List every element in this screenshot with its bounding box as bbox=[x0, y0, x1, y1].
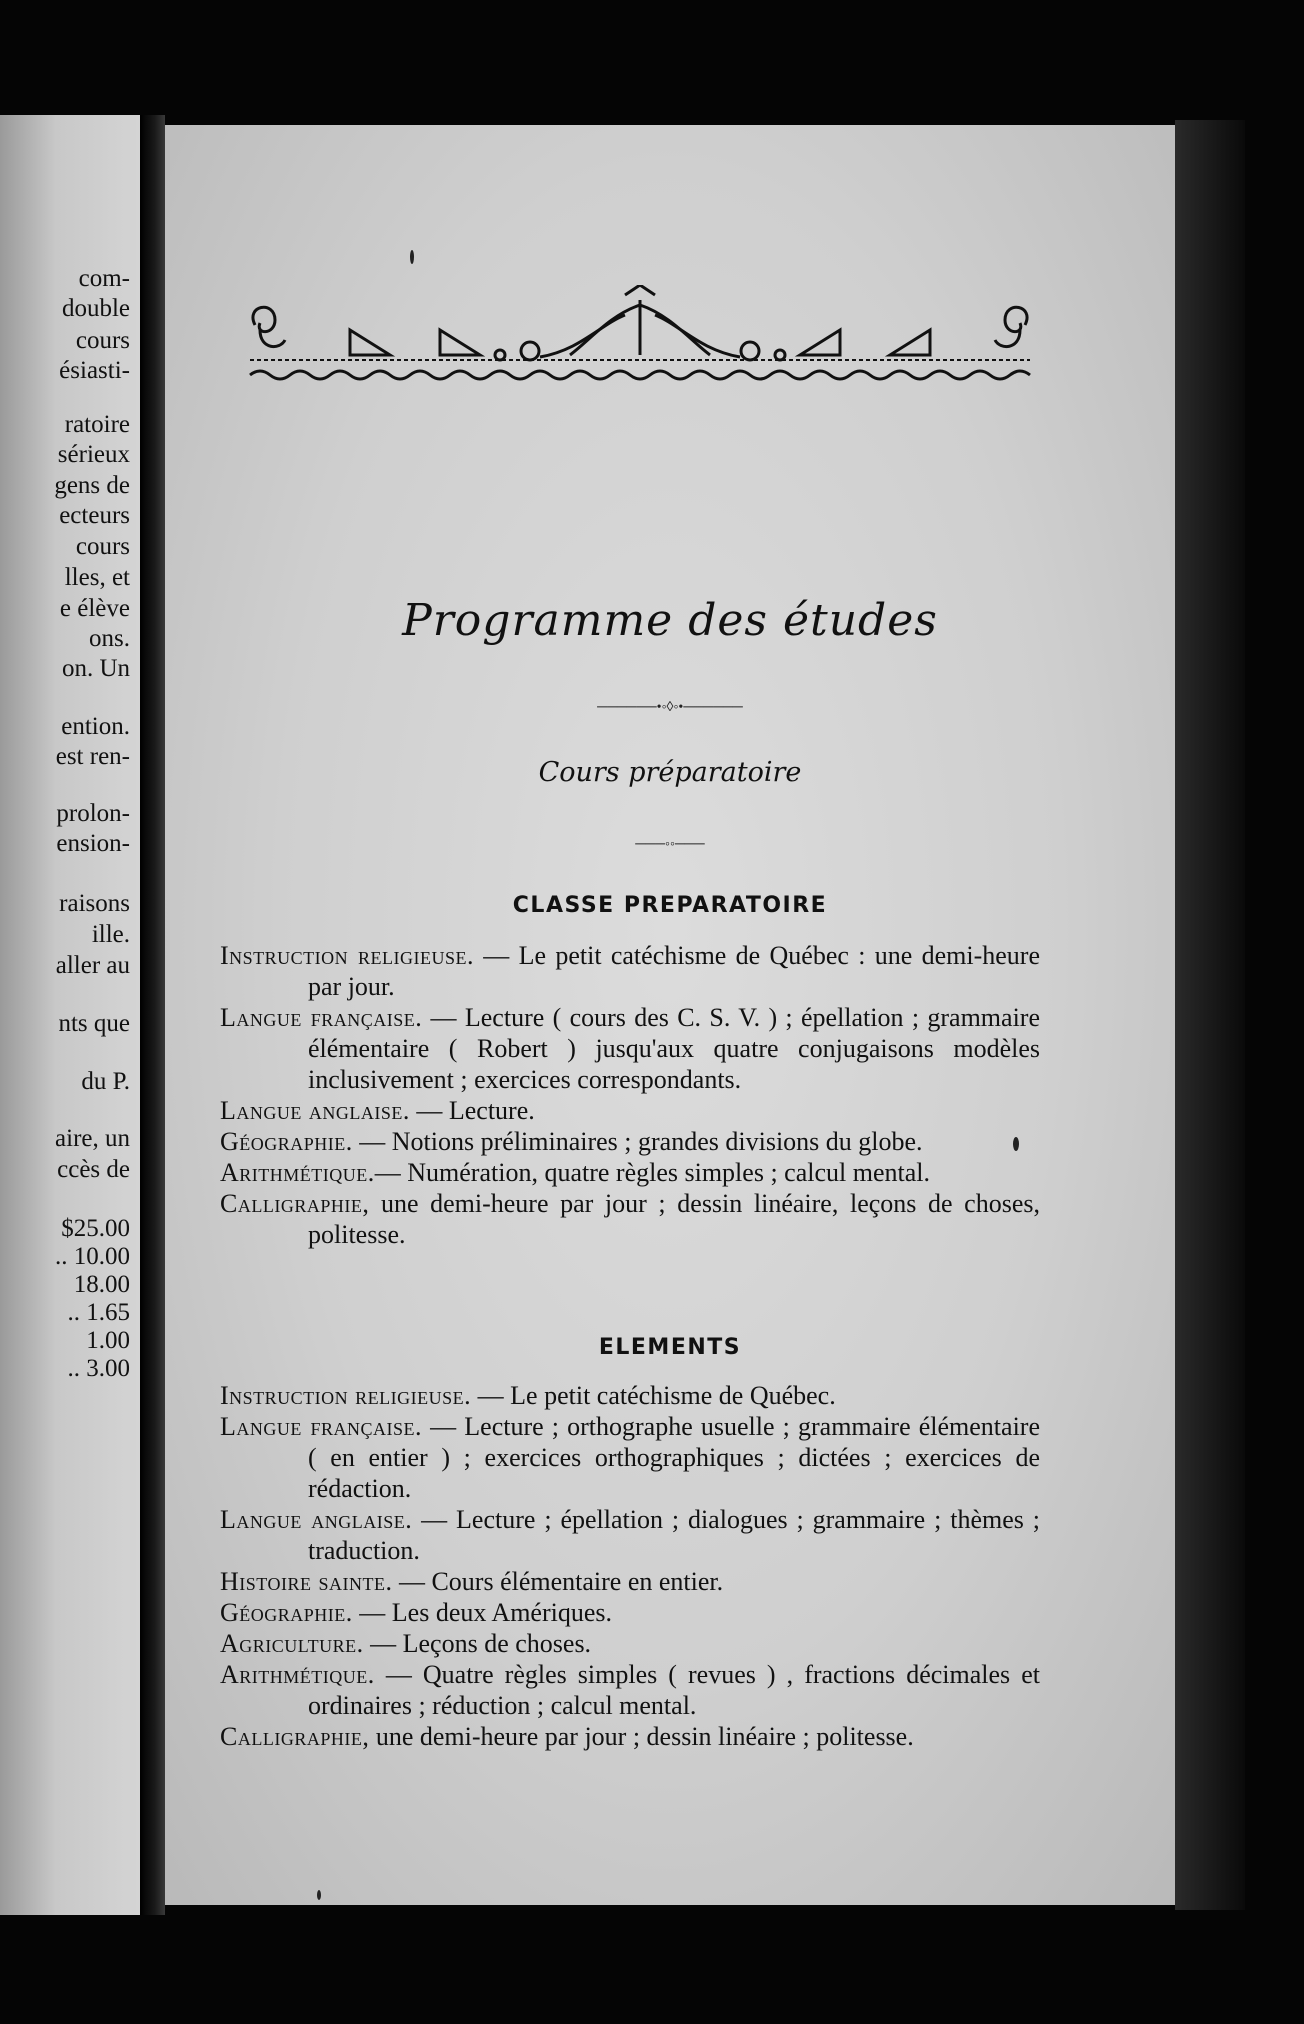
subject-name: Géographie. bbox=[220, 1127, 353, 1156]
subject-name: Arithmétique. bbox=[220, 1660, 375, 1689]
decorative-header-ornament bbox=[240, 285, 1040, 395]
facing-page-line: 18.00 bbox=[73, 1271, 130, 1298]
subject-name: Arithmétique. bbox=[220, 1158, 375, 1187]
subject-description: — Les deux Amériques. bbox=[352, 1598, 613, 1627]
facing-page-line: aller au bbox=[55, 952, 130, 979]
subject-description: — Leçons de choses. bbox=[363, 1629, 592, 1658]
section-heading: ELEMENTS bbox=[598, 1335, 742, 1360]
facing-page-line: du P. bbox=[81, 1068, 130, 1095]
subject-description: une demi-heure par jour ; dessin linéaire, leçons de choses, politesse. bbox=[308, 1189, 1040, 1249]
facing-page-line: ratoire bbox=[64, 411, 130, 438]
subject-name: Langue anglaise. bbox=[220, 1505, 413, 1534]
facing-page-fragment bbox=[0, 115, 140, 1915]
page-edge-shadow bbox=[1175, 120, 1245, 1910]
facing-page-line: e élève bbox=[59, 595, 130, 622]
curriculum-entry bbox=[220, 1157, 1040, 1188]
facing-page-line: ccès de bbox=[57, 1156, 130, 1183]
facing-page-line: ons. bbox=[89, 625, 130, 652]
subject-name: Histoire sainte. bbox=[220, 1567, 393, 1596]
subject-name: Instruction religieuse. bbox=[220, 941, 474, 970]
facing-page-line: on. Un bbox=[61, 655, 130, 682]
subject-description: — Lecture ; épellation ; dialogues ; grammaire ; thèmes ; traduction. bbox=[308, 1505, 1040, 1565]
facing-page-line: est ren- bbox=[55, 743, 130, 770]
curriculum-entry bbox=[220, 1659, 1040, 1721]
curriculum-entry bbox=[220, 1380, 1040, 1411]
facing-page-line: com- bbox=[78, 265, 130, 292]
facing-page-line: raisons bbox=[59, 890, 130, 917]
curriculum-entry bbox=[220, 1721, 1040, 1752]
book-page bbox=[165, 125, 1175, 1905]
section-entries bbox=[220, 940, 1040, 1250]
facing-page-line: lles, et bbox=[64, 564, 130, 591]
facing-page-line: ecteurs bbox=[59, 502, 130, 529]
subject-name: Instruction religieuse. bbox=[220, 1381, 472, 1410]
curriculum-entry bbox=[220, 1628, 1040, 1659]
section-heading: CLASSE PREPARATOIRE bbox=[512, 893, 828, 918]
curriculum-entry bbox=[220, 1095, 1040, 1126]
subject-name: Calligraphie, bbox=[220, 1722, 370, 1751]
divider-ornament: ───◦◦─── bbox=[635, 837, 705, 852]
facing-page-line: aire, un bbox=[55, 1125, 130, 1152]
facing-page-line: .. 1.65 bbox=[67, 1299, 130, 1326]
curriculum-entry bbox=[220, 1411, 1040, 1504]
facing-page-line: sérieux bbox=[57, 441, 130, 468]
print-speck bbox=[410, 250, 414, 264]
facing-page-line: ension- bbox=[56, 830, 130, 857]
facing-page-line: .. 3.00 bbox=[67, 1355, 130, 1382]
subject-description: — Lecture. bbox=[409, 1096, 535, 1125]
facing-page-line: 1.00 bbox=[86, 1327, 130, 1354]
curriculum-entry bbox=[220, 1597, 1040, 1628]
facing-page-line: $25.00 bbox=[61, 1215, 130, 1242]
print-speck bbox=[317, 1890, 321, 1900]
subject-description: — Lecture ( cours des C. S. V. ) ; épellation ; grammaire élémentaire ( Robert ) jusqu'aux quatre conjugaisons modèles inclusivement ; exercices correspondants. bbox=[308, 1003, 1040, 1094]
facing-page-line: nts que bbox=[58, 1010, 130, 1037]
page-title: Programme des études bbox=[402, 595, 938, 646]
subject-description: une demi-heure par jour ; dessin linéaire ; politesse. bbox=[369, 1722, 914, 1751]
subject-name: Langue anglaise. bbox=[220, 1096, 410, 1125]
print-speck bbox=[1013, 1137, 1019, 1151]
facing-page-line: gens de bbox=[54, 472, 130, 499]
course-subtitle: Cours préparatoire bbox=[538, 757, 802, 788]
facing-page-line: cours bbox=[75, 327, 130, 354]
subject-description: — Le petit catéchisme de Québec : une demi-heure par jour. bbox=[308, 941, 1040, 1001]
curriculum-entry bbox=[220, 1002, 1040, 1095]
facing-page-line: ésiasti- bbox=[59, 357, 130, 384]
curriculum-entry bbox=[220, 940, 1040, 1002]
divider-ornament: ──────•◦◊◦•────── bbox=[597, 700, 743, 715]
facing-page-line: ille. bbox=[91, 921, 130, 948]
curriculum-entry bbox=[220, 1566, 1040, 1597]
facing-page-line: cours bbox=[75, 533, 130, 560]
facing-page-line: .. 10.00 bbox=[55, 1243, 130, 1270]
section-entries bbox=[220, 1380, 1040, 1752]
subject-name: Langue française. bbox=[220, 1003, 423, 1032]
facing-page-line: double bbox=[61, 295, 130, 322]
subject-name: Agriculture. bbox=[220, 1629, 364, 1658]
subject-description: — Notions préliminaires ; grandes divisions du globe. bbox=[352, 1127, 923, 1156]
subject-description: — Numération, quatre règles simples ; calcul mental. bbox=[374, 1158, 930, 1187]
subject-description: — Cours élémentaire en entier. bbox=[392, 1567, 724, 1596]
subject-description: — Lecture ; orthographe usuelle ; grammaire élémentaire ( en entier ) ; exercices orthographiques ; dictées ; exercices de rédaction. bbox=[308, 1412, 1040, 1503]
subject-description: — Quatre règles simples ( revues ) , fractions décimales et ordinaires ; réduction ; calcul mental. bbox=[308, 1660, 1040, 1720]
book-gutter bbox=[140, 115, 165, 1915]
subject-name: Langue française. bbox=[220, 1412, 423, 1441]
curriculum-entry bbox=[220, 1188, 1040, 1250]
subject-name: Géographie. bbox=[220, 1598, 353, 1627]
facing-page-line: ention. bbox=[61, 713, 130, 740]
subject-description: — Le petit catéchisme de Québec. bbox=[471, 1381, 836, 1410]
subject-name: Calligraphie, bbox=[220, 1189, 370, 1218]
curriculum-entry bbox=[220, 1504, 1040, 1566]
facing-page-line: prolon- bbox=[56, 800, 130, 827]
curriculum-entry bbox=[220, 1126, 1040, 1157]
